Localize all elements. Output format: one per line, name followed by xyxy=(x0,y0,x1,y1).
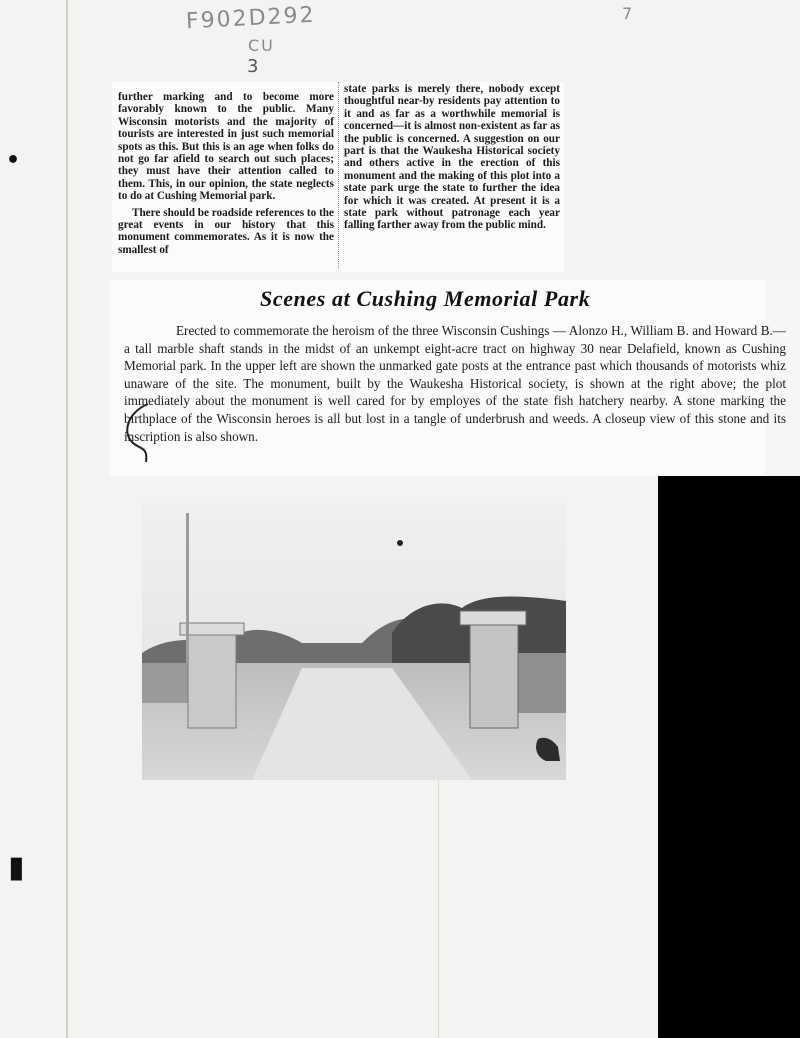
utility-pole xyxy=(186,513,189,663)
left-post-cap xyxy=(180,623,244,635)
article-paragraph: state parks is merely there, nobody except thoughtful near-by residents pay attention to it and as far as a worthwhile memorial is concerned—it is almost non-existent as far as the public is concerned. A suggestion on our part is that the Waukesha Historical society and others active in the erection of this monument and the making of this plot into a state park urge the state to further the idea for which it was created. At present it is a state park without patronage each year falling farther away from the public mind. xyxy=(344,83,560,232)
pencil-catalog-number: F902D292 xyxy=(185,2,317,35)
gate-posts-photo xyxy=(142,503,566,780)
clipping-overhang xyxy=(658,0,800,300)
pencil-item-number: 3 xyxy=(247,56,261,77)
pencil-code: CU xyxy=(248,36,275,55)
headline: Scenes at Cushing Memorial Park xyxy=(260,286,591,311)
caption-clipping xyxy=(110,280,800,476)
article-clipping xyxy=(112,82,564,272)
fence-right xyxy=(512,653,566,713)
caption-text xyxy=(124,322,786,445)
margin-tab-mark: • xyxy=(6,148,21,173)
caption-paragraph: Erected to commemorate the heroism of the three Wisconsin Cushings — Alonzo H., William B. and Howard B.—a tall marble shaft stands in the midst of an unkempt eight-acre tract on highway 30 near Delafield, known as Cushing Memorial park. In the upper left are shown the unmarked gate posts at the entrance past which thousands of motorists whiz unaware of the site. The monument, built by the Waukesha Historical society, is shown at the right above; the plot immediately about the monument is well cared for by employes of the state fish hatchery nearby. A stone marking the birthplace of the Wisconsin heroes is all but lost in a tangle of underbrush and weeds. A closeup view of this stone and its inscription is also shown. xyxy=(124,323,786,444)
article-left-column xyxy=(118,91,334,260)
article-right-column xyxy=(344,83,560,236)
margin-tab-mark: ▮ xyxy=(8,850,25,885)
left-gate-post xyxy=(188,633,236,728)
right-gate-post xyxy=(470,623,518,728)
speck xyxy=(397,540,403,546)
pencil-scribble xyxy=(118,402,158,472)
article-paragraph: There should be roadside references to the great events in our history that this monument commemorates. As it is now the smallest of xyxy=(118,206,334,256)
column-divider xyxy=(338,82,340,268)
right-post-cap xyxy=(460,611,526,625)
pencil-corner-mark: 7 xyxy=(622,4,635,23)
page-fold-line xyxy=(66,0,68,1038)
article-paragraph: further marking and to become more favorably known to the public. Many Wisconsin motorists and the majority of tourists are interested in just such memorial spots as this. But this is an age when folks do not go far afield to search out such places; they must have their attention called to them. This, in our opinion, the state neglects to do at Cushing Memorial park. xyxy=(118,91,334,203)
photo-illustration xyxy=(142,503,566,780)
